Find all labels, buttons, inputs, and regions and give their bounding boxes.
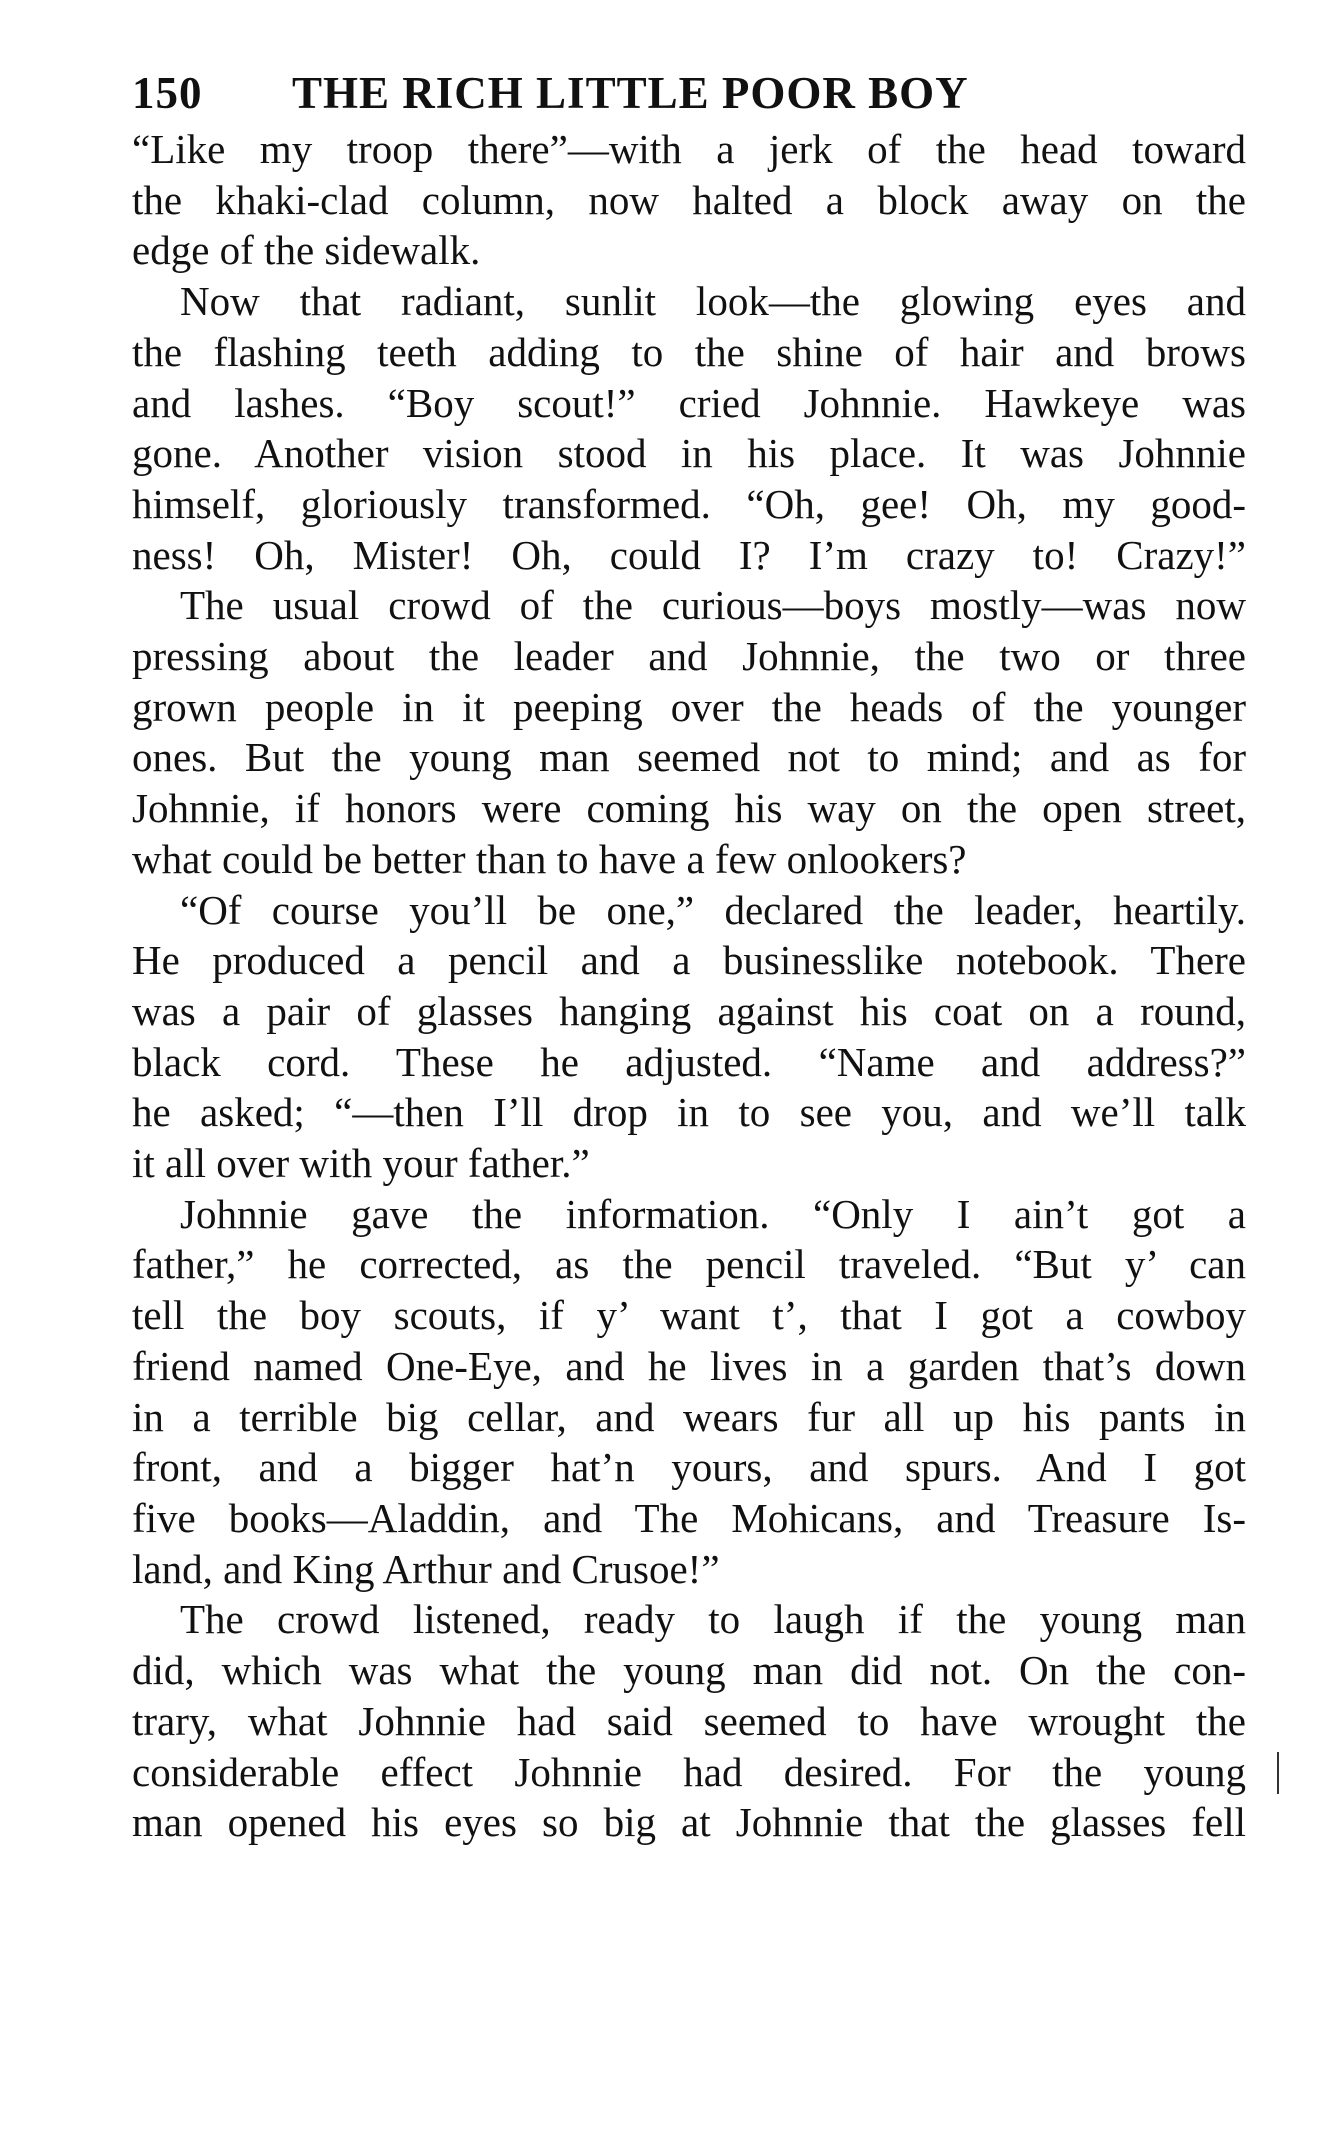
paragraph (132, 1594, 1246, 1848)
paragraph (132, 580, 1246, 884)
text-line: front, and a bigger hat’n yours, and spurs. And I got (132, 1444, 1246, 1491)
text-line: what could be better than to have a few onlookers? (132, 835, 967, 882)
text-line: was a pair of glasses hanging against his coat on a round, (132, 987, 1246, 1034)
text-line: land, and King Arthur and Crusoe!” (132, 1545, 720, 1592)
text-line: Now that radiant, sunlit look—the glowing eyes and (180, 278, 1246, 325)
margin-mark (1277, 1752, 1279, 1794)
body-text (132, 124, 1246, 1848)
text-line: “Like my troop there”—with a jerk of the head toward (132, 126, 1246, 172)
text-line: grown people in it peeping over the heads of the younger (132, 683, 1246, 730)
text-line: gone. Another vision stood in his place. It was Johnnie (132, 430, 1246, 477)
text-line: it all over with your father.” (132, 1140, 590, 1187)
book-page (132, 62, 1246, 1848)
text-line: Johnnie, if honors were coming his way on the open street, (132, 785, 1246, 832)
text-line: ness! Oh, Mister! Oh, could I? I’m crazy to! Crazy!” (132, 531, 1246, 578)
text-line: and lashes. “Boy scout!” cried Johnnie. Hawkeye was (132, 379, 1246, 426)
text-line: man opened his eyes so big at Johnnie that the glasses fell (132, 1799, 1246, 1846)
paragraph (132, 1189, 1246, 1595)
text-line: did, which was what the young man did not. On the con- (132, 1647, 1246, 1694)
text-line: The crowd listened, ready to laugh if the young man (180, 1596, 1246, 1643)
book-title: THE RICH LITTLE POOR BOY (292, 68, 969, 118)
text-line: himself, gloriously transformed. “Oh, gee! Oh, my good- (132, 480, 1246, 527)
text-line: The usual crowd of the curious—boys mostly—was now (180, 582, 1246, 629)
text-line: tell the boy scouts, if y’ want t’, that I got a cowboy (132, 1292, 1246, 1339)
text-line: the flashing teeth adding to the shine of hair and brows (132, 328, 1246, 375)
text-line: the khaki-clad column, now halted a block away on the (132, 176, 1246, 223)
text-line: “Of course you’ll be one,” declared the leader, heartily. (180, 886, 1246, 933)
text-line: trary, what Johnnie had said seemed to have wrought the (132, 1697, 1246, 1744)
text-line: father,” he corrected, as the pencil traveled. “But y’ can (132, 1241, 1246, 1288)
text-line: he asked; “—then I’ll drop in to see you, and we’ll talk (132, 1089, 1246, 1136)
text-line: He produced a pencil and a businesslike notebook. There (132, 937, 1246, 984)
running-head (132, 62, 1246, 124)
text-line: five books—Aladdin, and The Mohicans, and Treasure Is- (132, 1494, 1246, 1541)
text-line: pressing about the leader and Johnnie, the two or three (132, 633, 1246, 680)
paragraph (132, 885, 1246, 1189)
text-line: friend named One-Eye, and he lives in a garden that’s down (132, 1342, 1246, 1389)
paragraph (132, 124, 1246, 276)
text-line: Johnnie gave the information. “Only I ain’t got a (180, 1190, 1246, 1237)
text-line: edge of the sidewalk. (132, 227, 481, 274)
text-line: black cord. These he adjusted. “Name and address?” (132, 1038, 1246, 1085)
paragraph (132, 276, 1246, 580)
text-line: ones. But the young man seemed not to mind; and as for (132, 734, 1246, 781)
text-line: in a terrible big cellar, and wears fur all up his pants in (132, 1393, 1246, 1440)
page-number: 150 (132, 68, 203, 118)
text-line: considerable effect Johnnie had desired. For the young (132, 1748, 1246, 1795)
